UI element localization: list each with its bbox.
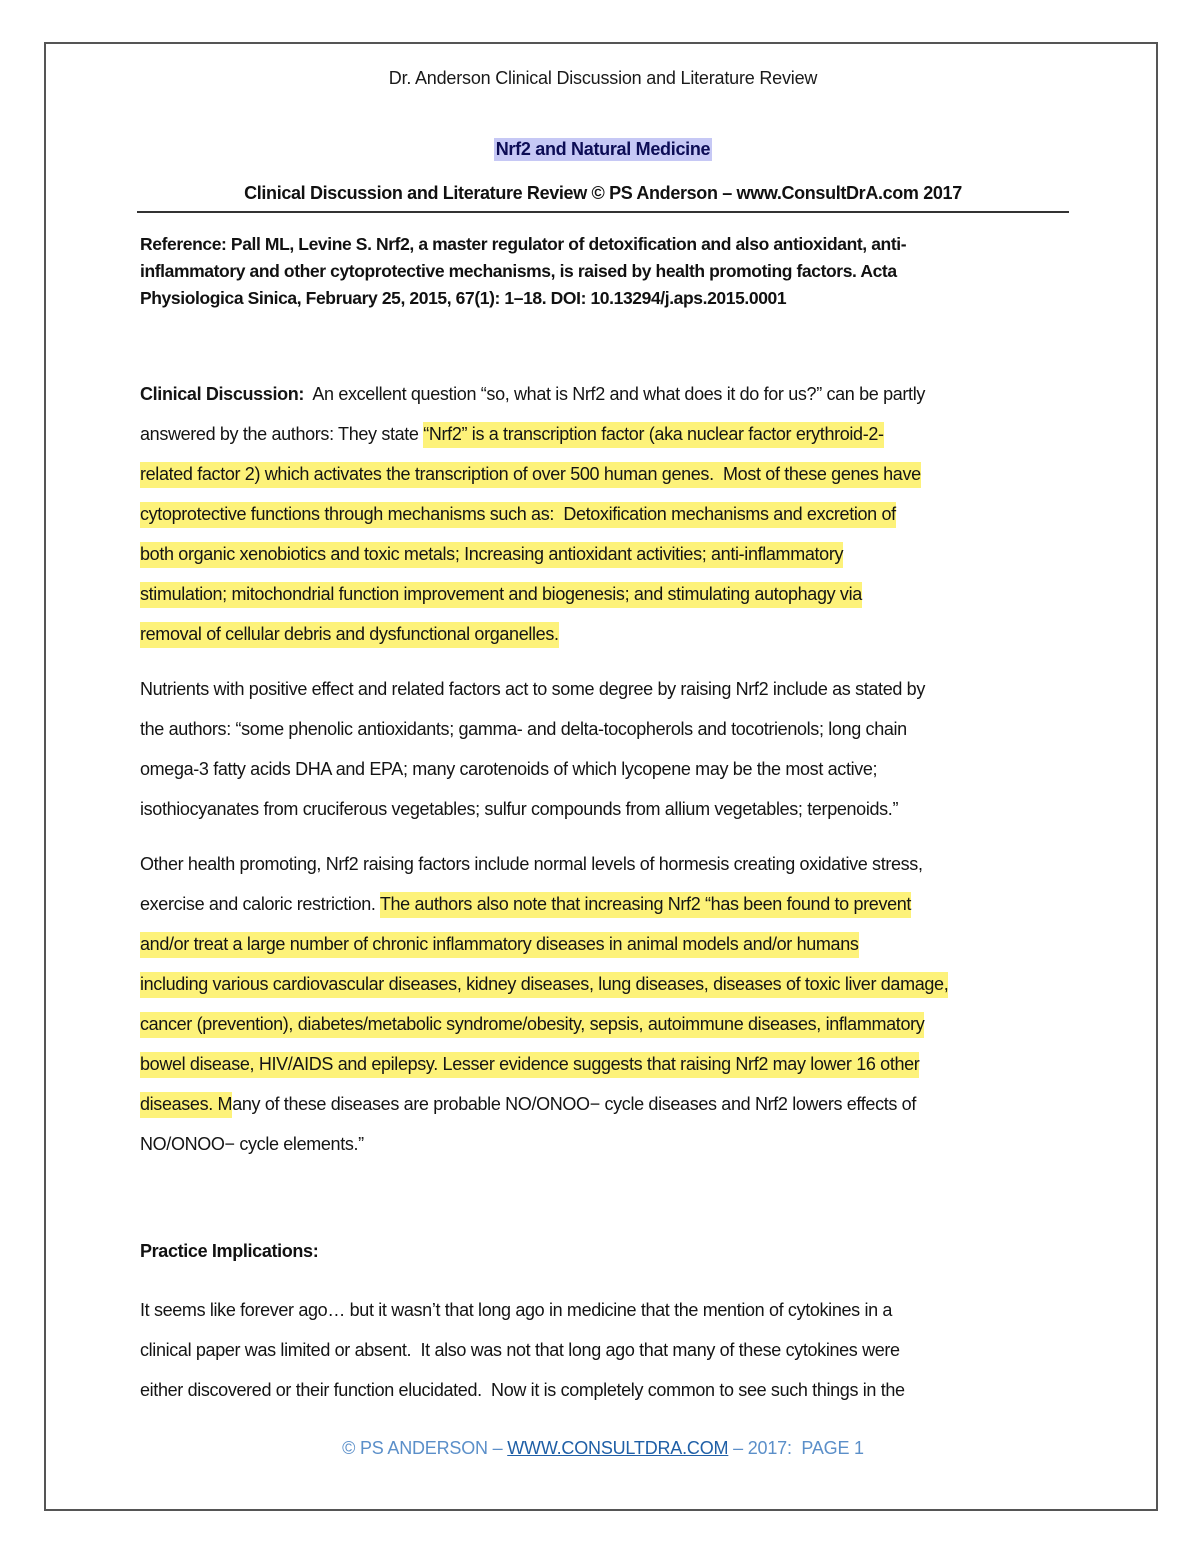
paragraph-line: omega-3 fatty acids DHA and EPA; many carotenoids of which lycopene may be the most active; [140,759,878,779]
paragraph-line [140,540,1080,580]
practice-implications-heading: Practice Implications: [140,1241,319,1261]
highlighted-text: related factor 2) which activates the transcription of over 500 human genes. Most of these genes have [140,462,921,488]
text-run: An excellent question “so, what is Nrf2 and what does it do for us?” can be partly [304,384,926,404]
highlighted-text: and/or treat a large number of chronic inflammatory diseases in animal models and/or humans [140,932,859,958]
text-run: any of these diseases are probable NO/ONOO− cycle diseases and Nrf2 lowers effects of [232,1094,916,1114]
nutrients-paragraph [140,675,1080,835]
footer-website-link[interactable]: WWW.CONSULTDRA.COM [507,1438,729,1458]
highlighted-text: stimulation; mitochondrial function improvement and biogenesis; and stimulating autophagy via [140,582,862,608]
page-footer [0,1438,1200,1459]
footer-copyright: © PS ANDERSON – [342,1438,508,1458]
paragraph-line [140,1090,1080,1130]
doc-title-container [0,138,1200,161]
clinical-discussion-label: Clinical Discussion: [140,384,305,404]
reference-line: Physiologica Sinica, February 25, 2015, 67(1): 1–18. DOI: 10.13294/j.aps.2015.0001 [140,288,787,308]
clinical-discussion-paragraph [140,380,1080,660]
paragraph-line: clinical paper was limited or absent. It also was not that long ago that many of these cytokines were [140,1340,900,1360]
highlighted-text: “Nrf2” is a transcription factor (aka nuclear factor erythroid-2- [423,422,883,448]
doc-subtitle: Clinical Discussion and Literature Review © PS Anderson – www.ConsultDrA.com 2017 [244,183,962,203]
practice-implications-paragraph [140,1296,1080,1416]
paragraph-line [140,500,1080,540]
highlighted-text: diseases. M [140,1092,232,1118]
paragraph-line [140,580,1080,620]
paragraph-line [140,930,1080,970]
title-divider [137,211,1069,213]
highlighted-text: bowel disease, HIV/AIDS and epilepsy. Lesser evidence suggests that raising Nrf2 may lower 16 other [140,1052,919,1078]
paragraph-line [140,420,1080,460]
highlighted-text: cancer (prevention), diabetes/metabolic syndrome/obesity, sepsis, autoimmune diseases, inflammatory [140,1012,924,1038]
doc-title: Nrf2 and Natural Medicine [495,139,711,159]
paragraph-line [140,1050,1080,1090]
paragraph-line [140,460,1080,500]
paragraph-line: NO/ONOO− cycle elements.” [140,1134,364,1154]
highlighted-text: removal of cellular debris and dysfunctional organelles. [140,622,559,648]
paragraph-line: It seems like forever ago… but it wasn’t that long ago in medicine that the mention of cytokines in a [140,1300,893,1320]
highlighted-text: cytoprotective functions through mechanisms such as: Detoxification mechanisms and excretion of [140,502,896,528]
reference-line: inflammatory and other cytoprotective mechanisms, is raised by health promoting factors. Acta [140,261,897,281]
paragraph-line: isothiocyanates from cruciferous vegetables; sulfur compounds from allium vegetables; terpenoids.” [140,799,899,819]
paragraph-line [140,380,1080,420]
paragraph-line [140,970,1080,1010]
highlighted-text: including various cardiovascular diseases, kidney diseases, lung diseases, diseases of toxic liver damage, [140,972,948,998]
highlighted-text: both organic xenobiotics and toxic metals; Increasing antioxidant activities; anti-inflammatory [140,542,843,568]
paragraph-line [140,620,1080,660]
paragraph-line [140,890,1080,930]
running-header: Dr. Anderson Clinical Discussion and Literature Review [388,68,818,88]
reference-line: Reference: Pall ML, Levine S. Nrf2, a master regulator of detoxification and also antioxidant, anti- [140,234,907,254]
paragraph-line: Nutrients with positive effect and related factors act to some degree by raising Nrf2 include as stated by [140,679,925,699]
footer-page-number: – 2017: PAGE 1 [728,1438,864,1458]
highlighted-text: The authors also note that increasing Nrf2 “has been found to prevent [380,892,911,918]
text-run: exercise and caloric restriction. [140,894,380,914]
text-run: answered by the authors: They state [140,424,424,444]
reference-citation [140,231,1080,312]
paragraph-line: the authors: “some phenolic antioxidants; gamma- and delta-tocopherols and tocotrienols; long chain [140,719,907,739]
other-factors-paragraph [140,850,1080,1170]
paragraph-line: either discovered or their function elucidated. Now it is completely common to see such things in the [140,1380,905,1400]
paragraph-line: Other health promoting, Nrf2 raising factors include normal levels of hormesis creating oxidative stress, [140,854,923,874]
paragraph-line [140,1010,1080,1050]
